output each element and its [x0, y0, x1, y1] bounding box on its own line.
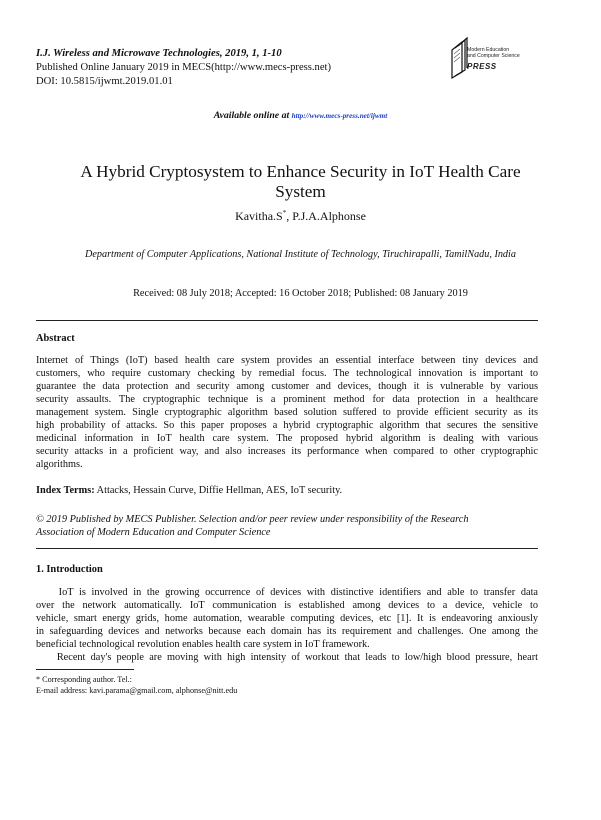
journal-volume: 2019, 1, 1-10	[225, 48, 282, 59]
corresponding-author-note: * Corresponding author. Tel.:	[36, 675, 132, 684]
index-terms	[36, 485, 342, 496]
book-stack-icon	[450, 36, 468, 80]
available-label: Available online at	[213, 110, 290, 121]
affiliation: Department of Computer Applications, National Institute of Technology, Tiruchirapalli, TamilNadu, India	[85, 249, 516, 260]
abstract-line: security assaults. The cryptographic technique is a prominent method for data protection in a healthcare	[36, 394, 538, 405]
abstract-line: algorithms.	[36, 459, 83, 470]
intro-line: beneficial technological revolution enables health care system in IoT framework.	[36, 639, 370, 650]
introduction-heading: 1. Introduction	[36, 564, 103, 575]
journal-name: I.J. Wireless and Microwave Technologies,	[36, 48, 223, 59]
publisher-name: Modern Education and Computer Science	[467, 47, 520, 59]
introduction-body	[36, 586, 538, 664]
abstract-line: medicinal information in IoT health care system. The proposed hybrid algorithm is dealing with various	[36, 433, 538, 444]
abstract-line: customers, who require customary checking by remedial focus. The technological innovation is important to	[36, 368, 538, 379]
journal-url-link[interactable]: http://www.mecs-press.net/ijwmt	[291, 112, 388, 120]
paper-title: A Hybrid Cryptosystem to Enhance Security in IoT Health Care System	[80, 162, 521, 201]
intro-line: vehicle, smart energy grids, home automation, wearable computing devices, etc [1]. It is endeavoring anxiously	[36, 613, 538, 624]
intro-line: in safeguarding devices and networks because each domain has its requirement and challenges. One among the	[36, 626, 538, 637]
abstract-heading: Abstract	[36, 333, 75, 344]
abstract-line: management system. Single cryptographic algorithm based solution suffered to provide efficient security as its	[36, 407, 538, 418]
intro-line: IoT is involved in the growing occurrence of devices with distinctive identifiers and able to transfer data	[36, 587, 538, 598]
corresponding-mark: *	[282, 209, 287, 217]
index-terms-text: Attacks, Hessain Curve, Diffie Hellman, AES, IoT security.	[94, 485, 343, 496]
abstract-line: high probability of attacks. So this paper proposes a hybrid cryptographic algorithm that secures the sensitive	[36, 420, 538, 431]
published-online: Published Online January 2019 in MECS(http://www.mecs-press.net)	[36, 62, 332, 73]
publisher-press: PRESS	[467, 62, 497, 71]
author-first: Kavitha.S	[235, 209, 283, 223]
footnote-divider	[36, 669, 134, 670]
abstract-line: guarantee the data protection and security among customer and devices, though it is vulnerable by various	[36, 381, 538, 392]
intro-line: over the network automatically. IoT communication is established among devices to a device, vehicle to	[36, 600, 538, 611]
publication-dates: Received: 08 July 2018; Accepted: 16 October 2018; Published: 08 January 2019	[133, 288, 468, 299]
abstract-body	[36, 354, 538, 471]
publisher-logo	[450, 36, 565, 84]
authors	[0, 209, 601, 224]
divider	[36, 320, 538, 321]
doi: DOI: 10.5815/ijwmt.2019.01.01	[36, 76, 173, 87]
divider	[36, 548, 538, 549]
intro-line: Recent day's people are moving with high intensity of workout that leads to low/high blood pressure, heart	[36, 652, 538, 663]
abstract-line: security attacks in a proficient way, and also increases its performance when compared to other cryptographic	[36, 446, 538, 457]
author-rest: , P.J.A.Alphonse	[286, 209, 366, 223]
index-terms-label: Index Terms:	[36, 485, 95, 496]
abstract-line: Internet of Things (IoT) based health care system provides an essential interface between tiny devices and	[36, 355, 538, 366]
copyright-notice: © 2019 Published by MECS Publisher. Selection and/or peer review under responsibility of the Research Association of Modern Education and Computer Science	[36, 514, 469, 538]
email-address: E-mail address: kavi.parama@gmail.com, alphonse@nitt.edu	[36, 686, 238, 695]
journal-citation	[36, 47, 282, 61]
available-online	[0, 110, 601, 121]
